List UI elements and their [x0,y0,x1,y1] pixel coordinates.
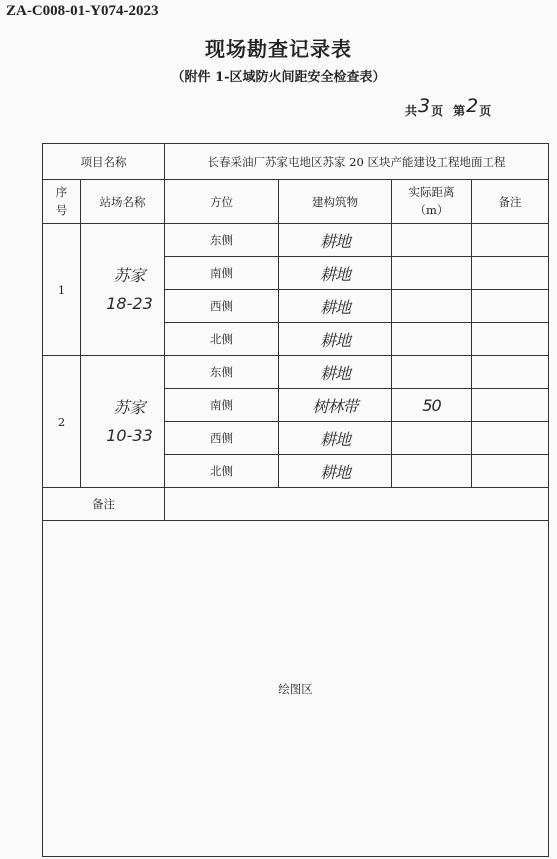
remarks-value [165,488,549,521]
building-cell: 耕地 [279,455,392,488]
header-row [43,180,549,224]
table-row [43,356,549,389]
document-id: ZA-C008-01-Y074-2023 [6,3,159,19]
building-cell: 耕地 [279,257,392,290]
total-unit: 页 [431,104,444,118]
building-cell: 耕地 [279,323,392,356]
total-prefix: 共 [405,104,418,118]
distance-cell [392,290,472,323]
project-row [43,144,549,180]
header-direction: 方位 [165,180,279,224]
station-name [81,356,165,488]
distance-cell: 50 [392,389,472,422]
direction-cell: 南侧 [165,257,279,290]
station-name-line1: 苏家 [113,398,146,418]
building-cell: 耕地 [279,224,392,257]
direction-cell: 西侧 [165,290,279,323]
direction-cell: 东侧 [165,224,279,257]
building-cell: 耕地 [279,290,392,323]
row-seq: 2 [43,356,81,488]
inspection-table [42,143,549,857]
drawing-area: 绘图区 [43,521,549,857]
remarks-row [43,488,549,521]
current-unit: 页 [479,104,492,118]
project-name: 长春采油厂苏家屯地区苏家 20 区块产能建设工程地面工程 [165,144,549,180]
station-name-line2: 10-33 [106,425,153,445]
remarks-cell [472,290,549,323]
remarks-cell [472,422,549,455]
remarks-cell [472,257,549,290]
direction-cell: 南侧 [165,389,279,422]
building-cell: 耕地 [279,422,392,455]
remarks-cell [472,389,549,422]
distance-cell [392,422,472,455]
remarks-cell [472,224,549,257]
form-subtitle: （附件 1-区域防火间距安全检查表） [171,70,386,85]
current-page: 2 [466,95,479,117]
header-station: 站场名称 [81,180,165,224]
direction-cell: 北侧 [165,455,279,488]
distance-cell [392,224,472,257]
distance-cell [392,257,472,290]
remarks-cell [472,455,549,488]
station-name [81,224,165,356]
direction-cell: 北侧 [165,323,279,356]
form-title: 现场勘查记录表 [205,37,352,61]
building-cell: 耕地 [279,356,392,389]
remarks-cell [472,323,549,356]
remarks-cell [472,356,549,389]
table-row [43,224,549,257]
current-prefix: 第 [453,104,466,118]
row-seq: 1 [43,224,81,356]
drawing-row [43,521,549,857]
direction-cell: 东侧 [165,356,279,389]
page-info [405,95,492,120]
station-name-line2: 18-23 [106,293,153,313]
distance-cell [392,356,472,389]
header-seq: 序号 [43,180,81,224]
total-pages: 3 [418,95,431,117]
project-label: 项目名称 [43,144,165,180]
building-cell: 树林带 [279,389,392,422]
distance-cell [392,455,472,488]
header-remarks: 备注 [472,180,549,224]
header-building: 建构筑物 [279,180,392,224]
distance-cell [392,323,472,356]
direction-cell: 西侧 [165,422,279,455]
header-distance: 实际距离（m） [392,180,472,224]
remarks-label: 备注 [43,488,165,521]
station-name-line1: 苏家 [113,266,146,286]
